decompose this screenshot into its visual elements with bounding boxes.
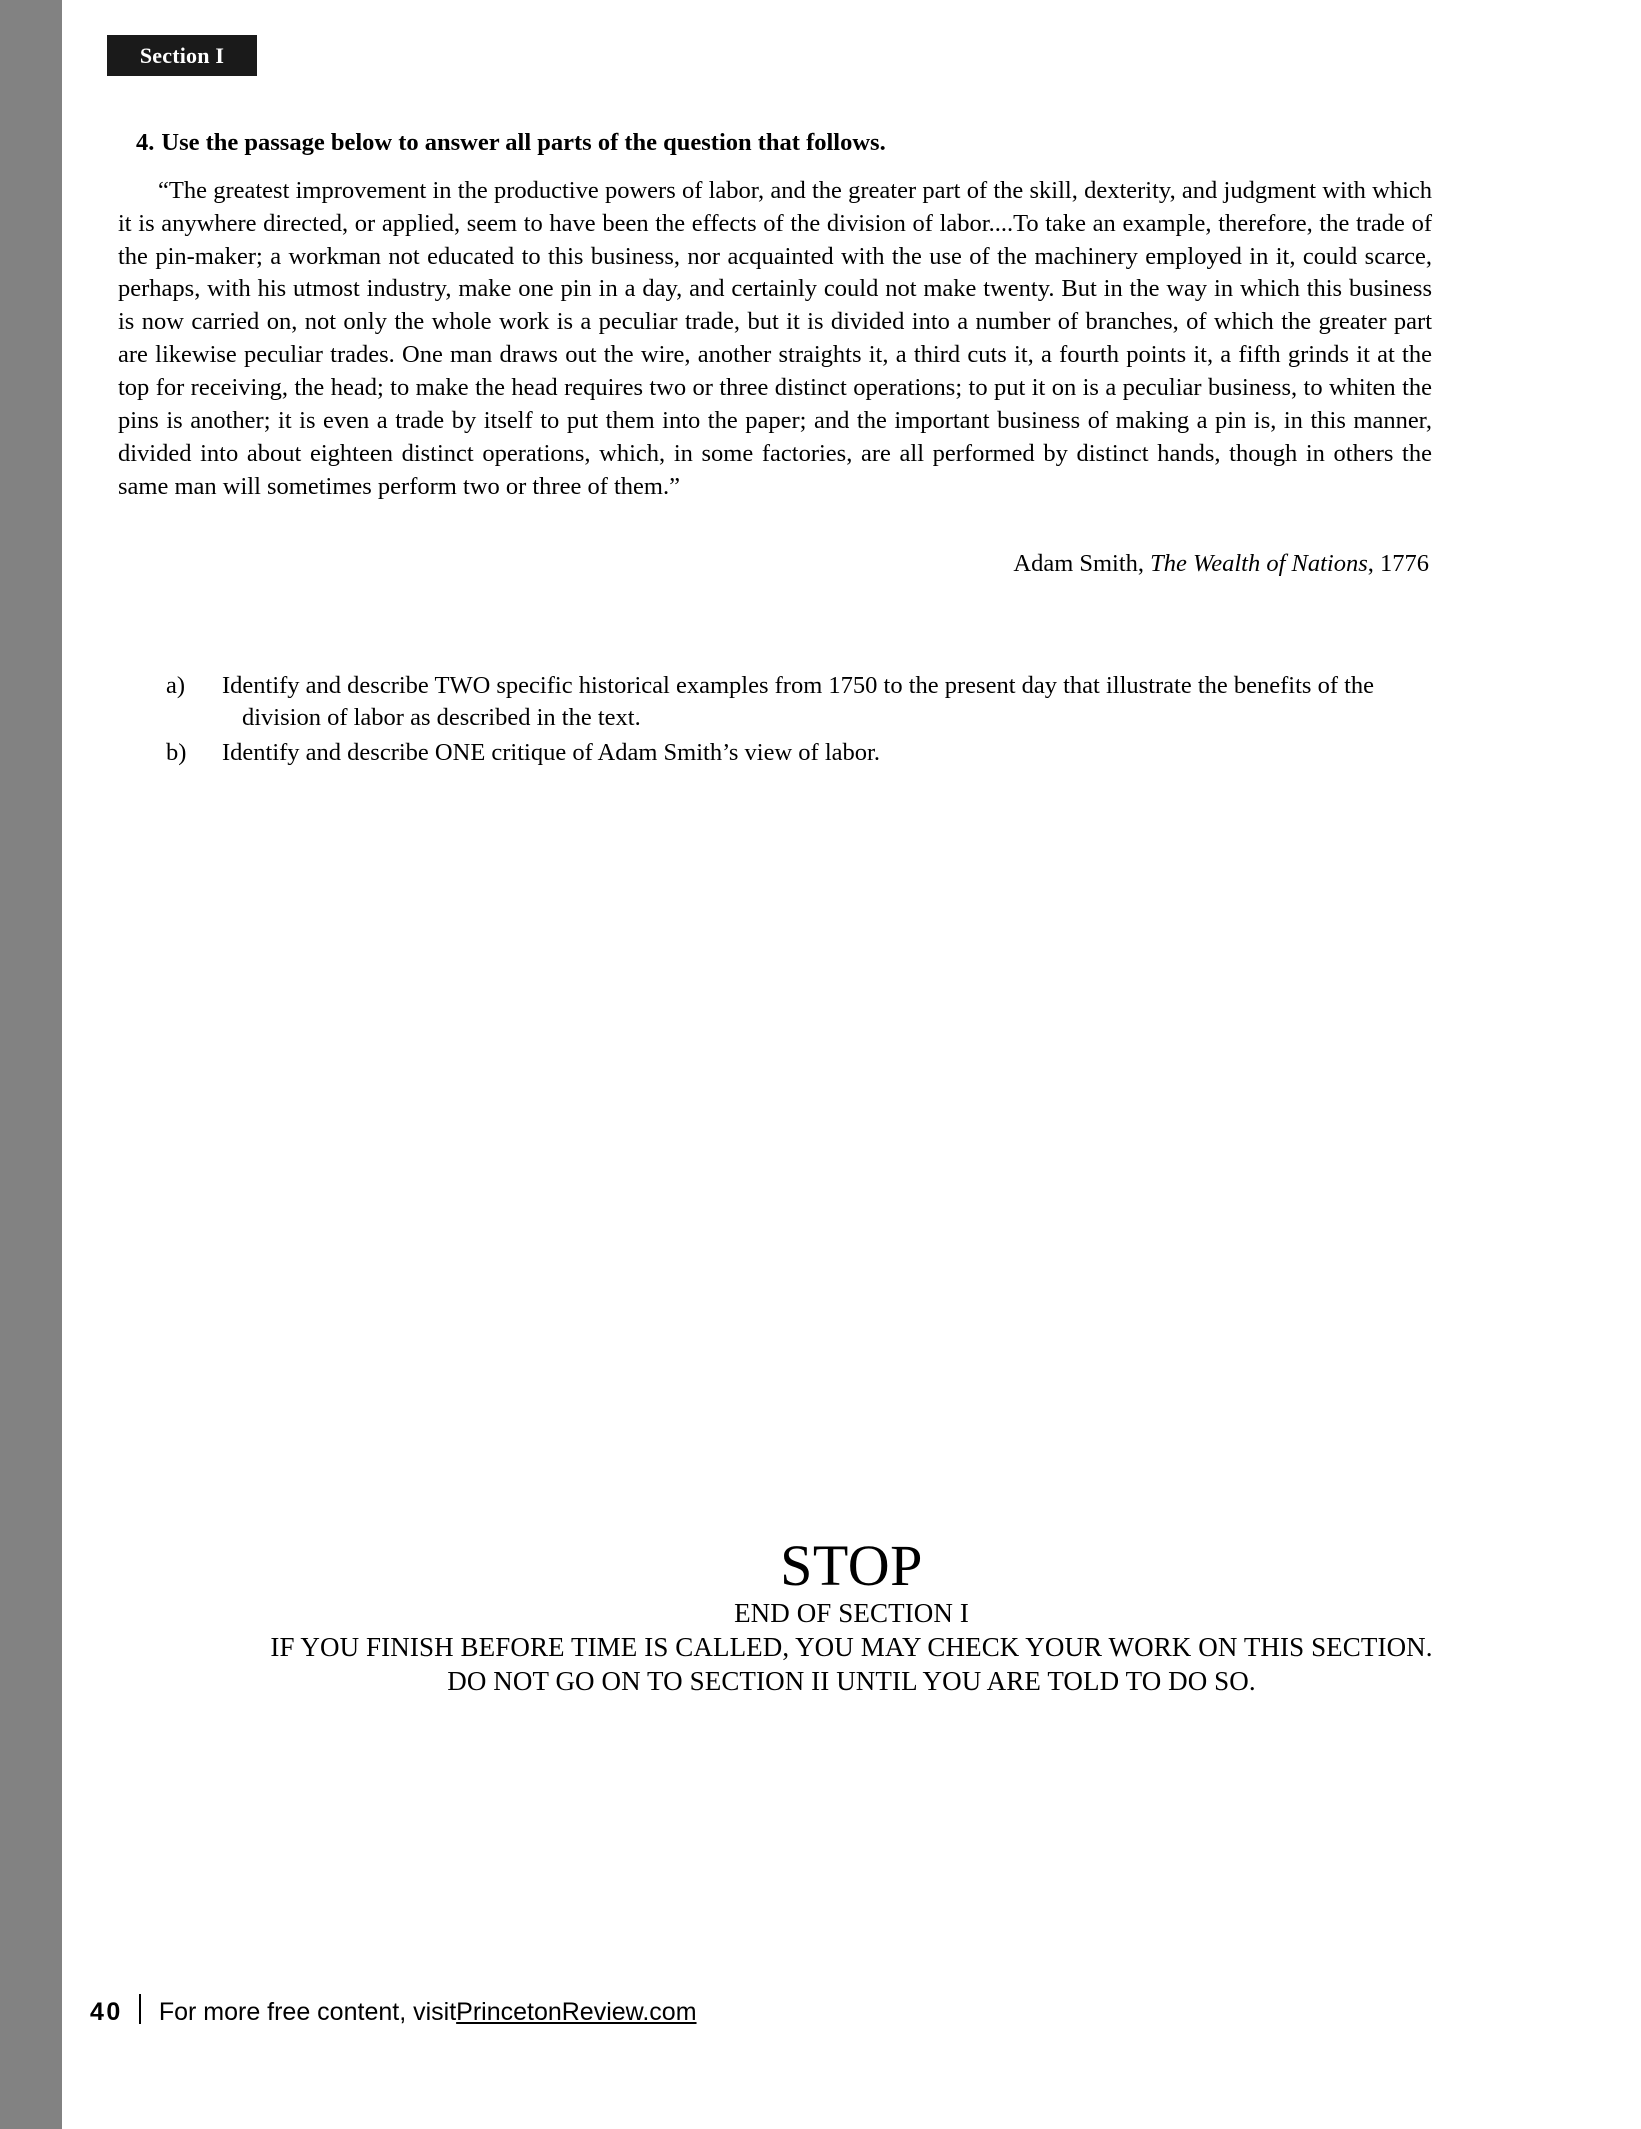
footer-page-number: 40 (90, 1998, 123, 2026)
subquestion-b-marker: b) (166, 739, 187, 766)
subquestion-a (166, 670, 1432, 735)
section-tab-badge (107, 35, 257, 76)
subquestion-a-marker: a) (166, 671, 186, 699)
question-content-column (118, 128, 1432, 772)
footer-divider-rule (139, 1994, 141, 2024)
attribution-work-title: The Wealth of Nations (1150, 550, 1368, 577)
stop-check-work-line: IF YOU FINISH BEFORE TIME IS CALLED, YOU MAY CHECK YOUR WORK ON THIS SECTION. (270, 1632, 1433, 1663)
page-footer (90, 1990, 697, 2027)
subquestion-b-body (222, 737, 1432, 770)
subquestion-a-line1: Identify and describe TWO specific historical examples from 1750 to the present day that illustrate the benefits of the (222, 671, 1375, 699)
left-gray-margin-bar (0, 0, 62, 2129)
attribution-author: Adam Smith, (1013, 550, 1151, 577)
footer-website-link[interactable]: PrincetonReview.com (456, 1998, 697, 2026)
subquestion-b (166, 737, 1432, 770)
attribution-year: , 1776 (1367, 550, 1429, 577)
stop-end-of-section-line: END OF SECTION I (734, 1598, 969, 1629)
question-number: 4. (136, 129, 155, 156)
stop-do-not-continue-line: DO NOT GO ON TO SECTION II UNTIL YOU ARE TOLD TO DO SO. (447, 1666, 1256, 1697)
footer-promo-text: For more free content, visit (158, 1998, 457, 2026)
section-tab-label: Section I (139, 42, 225, 68)
question-heading (118, 128, 1432, 159)
passage-text: “The greatest improvement in the productive powers of labor, and the greater part of the skill, dexterity, and judgment with which it is anywhere directed, or applied, seem to have been the effects of the division of labor....To take an example, therefore, the trade of the pin-maker; a workman not educated to this business, nor acquainted with the use of the machinery employed in it, could scarce, perhaps, with his utmost industry, make one pin in a day, and certainly could not make twenty. But in the way in which this business is now carried on, not only the whole work is a peculiar trade, but it is divided into a number of branches, of which the greater part are likewise peculiar trades. One man draws out the wire, another straights it, a third cuts it, a fourth points it, a fifth grinds it at the top for receiving, the head; to make the head requires two or three distinct operations; to put it on is a peculiar business, to whiten the pins is another; it is even a trade by itself to put them into the paper; and the important business of making a pin is, in this manner, divided into about eighteen distinct operations, which, in some factories, are all performed by distinct hands, though in others the same man will sometimes perform two or three of them.” (118, 176, 1432, 501)
subquestion-list (118, 670, 1432, 770)
page-surface (62, 0, 1641, 2129)
passage-attribution (118, 548, 1432, 580)
subquestion-a-line2: division of labor as described in the text. (242, 704, 641, 732)
stop-notice-block (62, 1533, 1641, 1698)
subquestion-b-line1: Identify and describe ONE critique of Adam Smith’s view of labor. (222, 739, 880, 766)
stop-heading: STOP (780, 1533, 923, 1598)
question-heading-text: Use the passage below to answer all parts of the question that follows. (161, 129, 886, 156)
subquestion-a-body (222, 670, 1432, 735)
